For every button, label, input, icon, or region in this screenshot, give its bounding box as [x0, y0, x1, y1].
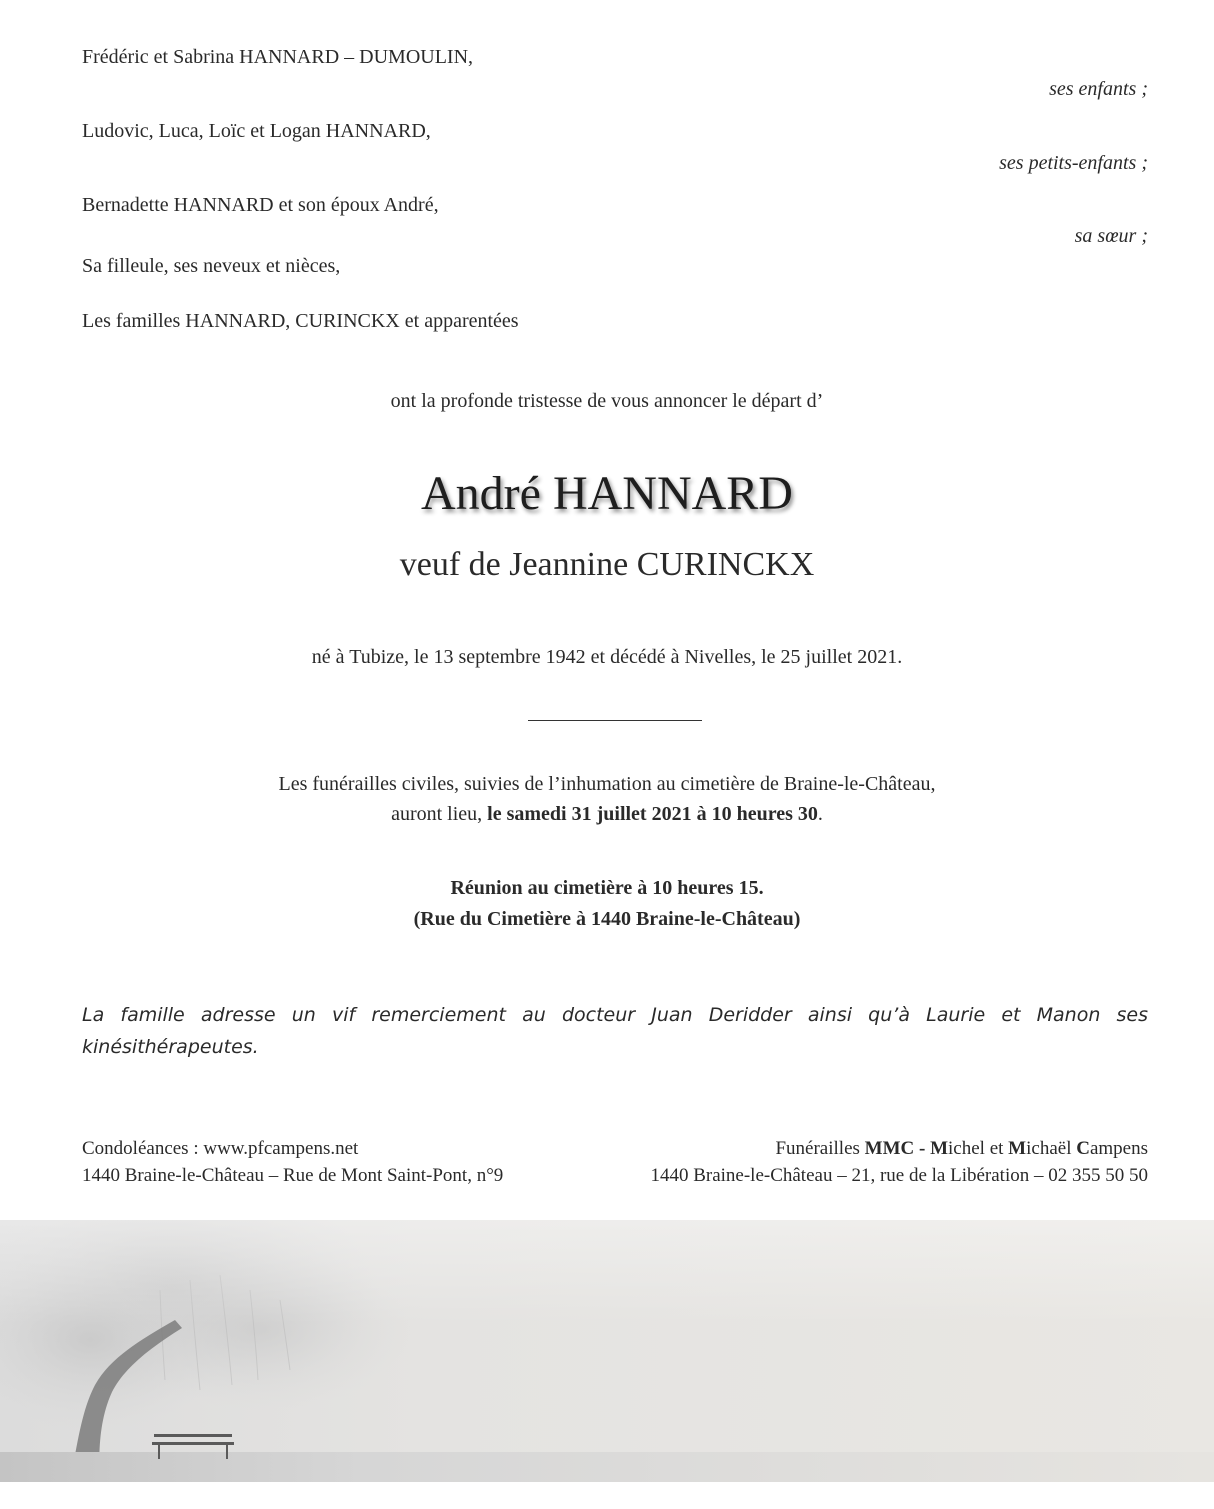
condolences-website: Condoléances : www.pfcampens.net	[82, 1138, 359, 1159]
funeral-home-end: ampens	[1089, 1138, 1148, 1159]
thanks-note: La famille adresse un vif remerciement au docteur Juan Deridder ainsi qu’à Laurie et Manon ses kinésithérapeutes.	[82, 1004, 1148, 1058]
cemetery-meeting: Réunion au cimetière à 10 heures 15.	[450, 877, 764, 899]
funeral-home-mid-2: ichaël	[1026, 1138, 1077, 1159]
funeral-home-bold-2: M	[1008, 1138, 1027, 1159]
children-role: ses enfants ;	[1049, 78, 1148, 100]
funeral-home-bold-3: C	[1076, 1138, 1090, 1159]
children-names: Frédéric et Sabrina HANNARD – DUMOULIN,	[82, 46, 474, 68]
deceased-name: André HANNARD	[421, 467, 793, 520]
condolences-address: 1440 Braine-le-Château – Rue de Mont Saint-Pont, n°9	[82, 1165, 504, 1186]
families-line: Les familles HANNARD, CURINCKX et apparentées	[82, 310, 519, 332]
funeral-date-time: le samedi 31 juillet 2021 à 10 heures 30	[487, 803, 818, 825]
cemetery-address: (Rue du Cimetière à 1440 Braine-le-Château)	[413, 908, 801, 930]
funeral-home-name	[775, 1138, 1148, 1160]
funeral-line-2	[0, 803, 1214, 826]
sister-names: Bernadette HANNARD et son époux André,	[82, 194, 439, 216]
funeral-line-2-prefix: auront lieu,	[391, 803, 488, 825]
misty-tree-bench-image	[0, 1220, 1214, 1482]
other-relatives: Sa filleule, ses neveux et nièces,	[82, 255, 341, 277]
sister-role: sa sœur ;	[1074, 225, 1148, 247]
grandchildren-role: ses petits-enfants ;	[999, 152, 1148, 174]
widow-of: veuf de Jeannine CURINCKX	[399, 546, 815, 583]
funeral-home-address: 1440 Braine-le-Château – 21, rue de la Libération – 02 355 50 50	[650, 1165, 1148, 1186]
grandchildren-names: Ludovic, Luca, Loïc et Logan HANNARD,	[82, 120, 431, 142]
funeral-line-1: Les funérailles civiles, suivies de l’inhumation au cimetière de Braine-le-Château,	[278, 773, 936, 795]
birth-death: né à Tubize, le 13 septembre 1942 et décédé à Nivelles, le 25 juillet 2021.	[311, 646, 903, 668]
funeral-home-prefix: Funérailles	[775, 1138, 865, 1159]
divider-line	[528, 720, 702, 721]
funeral-line-2-suffix: .	[817, 803, 823, 825]
announcement: ont la profonde tristesse de vous annoncer le départ d’	[390, 390, 824, 412]
funeral-home-mid-1: ichel et	[948, 1138, 1009, 1159]
funeral-home-bold-1: MMC - M	[864, 1138, 949, 1159]
